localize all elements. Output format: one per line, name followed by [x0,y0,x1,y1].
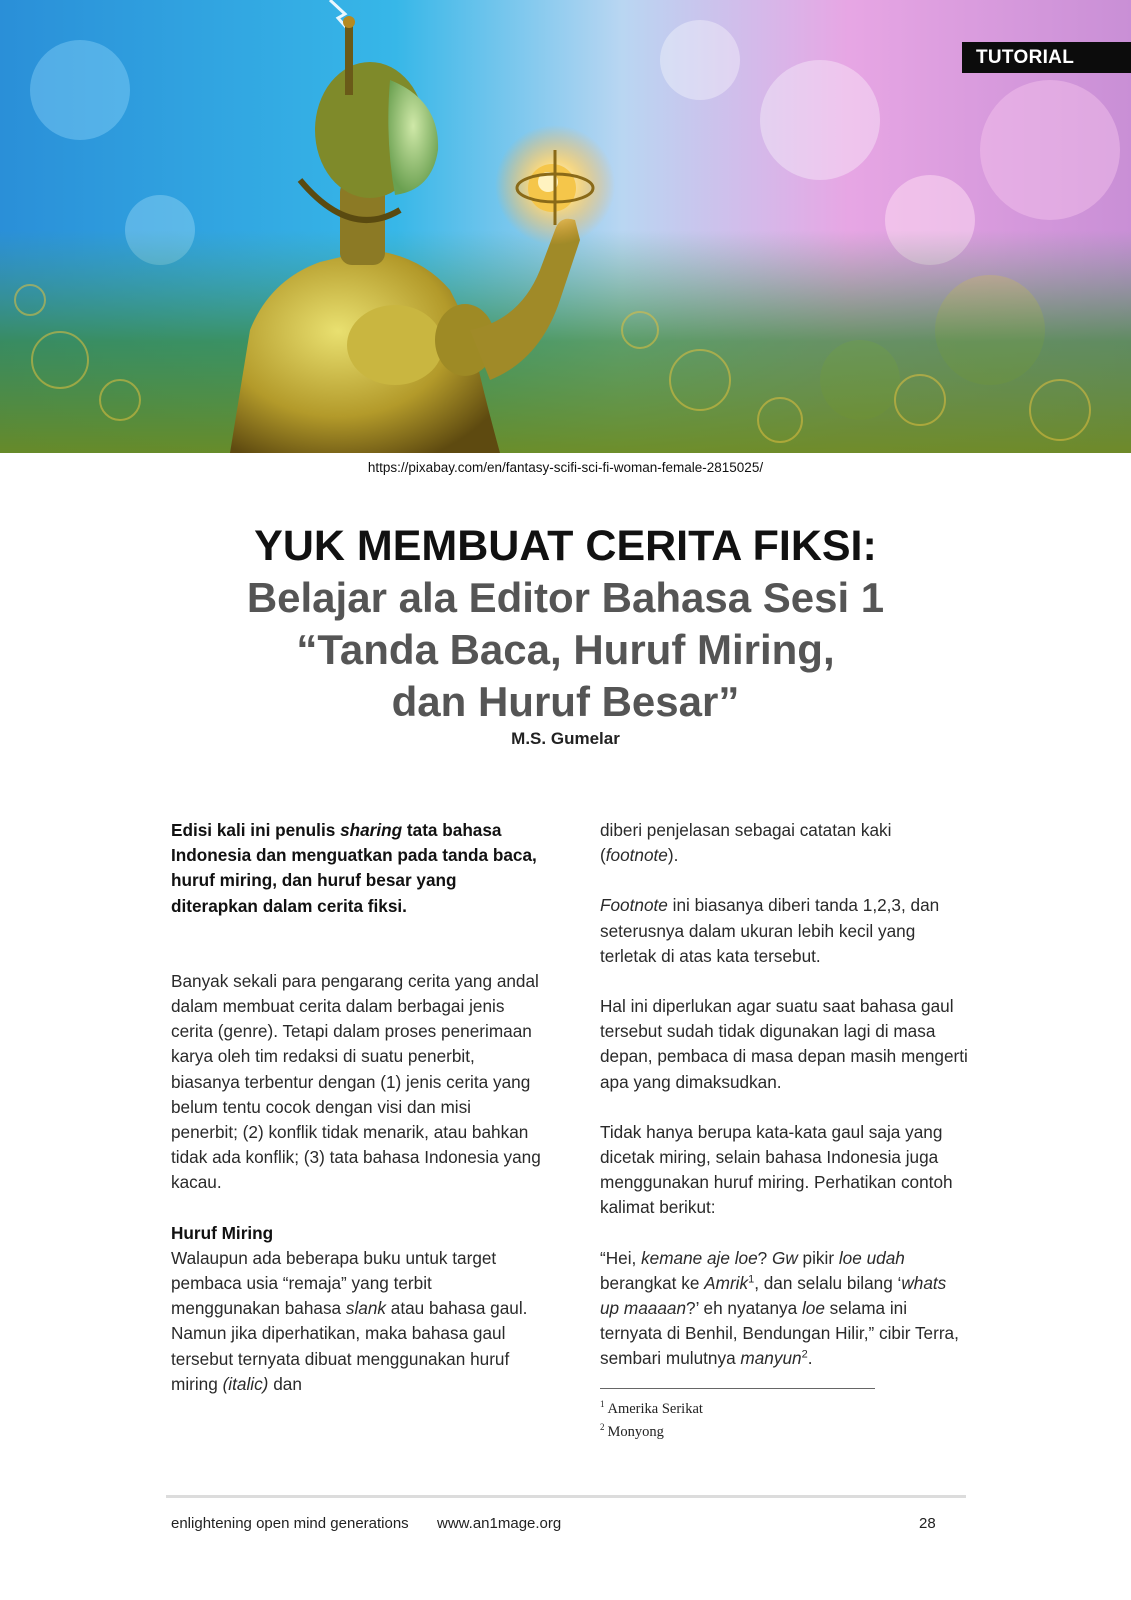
quote-text: . [807,1348,813,1369]
footnote-text: Amerika Serikat [607,1400,703,1417]
para-text: Walaupun ada beberapa buku untuk target pembaca usia “remaja” yang terbit menggunakan bahasa [171,1247,497,1319]
left-column [171,818,541,1397]
footnote-ref-1[interactable]: 1 [748,1273,755,1286]
body-paragraph-1: Banyak sekali para pengarang cerita yang andal dalam membuat cerita dalam berbagai jenis cerita (genre). Tetapi dalam proses penerimaan karya oleh tim redaksi di suatu penerbit, biasanya terbentur dengan (1) jenis cerita yang belum tentu cocok dengan visi dan misi penerbit; (2) konflik tidak menarik, atau bahkan tidak ada konflik; (3) tata bahasa Indonesia yang kacau. [171,970,541,1193]
lead-text: Edisi kali ini penulis [171,820,341,840]
quote-italic: whats up maaaan [600,1272,947,1319]
body-paragraph-5: Hal ini diperlukan agar suatu saat bahasa gaul tersebut sudah tidak digunakan lagi di masa depan, pembaca di masa depan masih mengerti apa yang dimaksudkan. [600,996,968,1092]
para-text: atau bahasa gaul. Namun jika diperhatikan, maka bahasa gaul tersebut ternyata dibuat menggunakan huruf miring [171,1298,528,1394]
article-title-block [0,520,1131,750]
image-credit[interactable]: https://pixabay.com/en/fantasy-scifi-sci-fi-woman-female-2815025/ [367,460,764,475]
italic-word: slank [345,1298,387,1319]
footnote-mark: 1 [600,1398,605,1409]
quote-italic: kemane aje loe [641,1247,758,1268]
footer-tagline: enlightening open mind generations [171,1515,409,1532]
footnote-divider [600,1388,875,1389]
footer-divider [166,1495,966,1498]
lead-italic-word: sharing [340,820,403,840]
body-paragraph-4 [600,893,970,969]
quote-text: , dan selalu bilang ‘ [754,1272,902,1293]
footnote-2 [600,1418,970,1442]
body-paragraph-3 [600,818,970,868]
para-text: ini biasanya diberi tanda 1,2,3, dan seterusnya dalam ukuran lebih kecil yang terletak di atas kata tersebut. [600,895,940,966]
body-paragraph-6: Tidak hanya berupa kata-kata gaul saja yang dicetak miring, selain bahasa Indonesia juga menggunakan huruf miring. Perhatikan contoh kalimat berikut: [600,1121,953,1218]
article-subtitle-line-1: Belajar ala Editor Bahasa Sesi 1 [246,574,885,621]
example-quote [600,1246,970,1372]
italic-word: (italic) [222,1373,269,1394]
quote-italic: loe udah [838,1247,905,1268]
lead-text-rest: tata bahasa Indonesia dan menguatkan pada tanda baca, huruf miring, dan huruf besar yang diterapkan dalam cerita fiksi. [171,820,537,916]
footnote-text: Monyong [607,1424,664,1441]
article-subtitle-line-3: dan Huruf Besar” [391,678,740,725]
para-text: dan [268,1373,302,1394]
section-tag: TUTORIAL [962,42,1131,73]
quote-italic: Gw [772,1247,798,1268]
page-number: 28 [919,1515,936,1532]
footnote-ref-2[interactable]: 2 [801,1348,808,1361]
footnote-mark: 2 [600,1422,605,1433]
quote-text: selama ini ternyata di Benhil, Bendungan Hilir,” cibir Terra, sembari mulutnya [600,1298,959,1369]
quote-text: ?’ eh nyatanya [686,1298,802,1319]
quote-italic: Amrik [704,1272,749,1293]
quote-text: pikir [797,1247,839,1268]
footer-website-link[interactable]: www.an1mage.org [437,1515,562,1532]
lead-paragraph [171,818,541,919]
quote-text: ? [757,1247,772,1268]
subheading-huruf-miring: Huruf Miring [171,1222,274,1243]
right-column [600,818,970,1442]
italic-word: Footnote [600,895,668,916]
footnote-1 [600,1395,970,1419]
article-subtitle-line-2: “Tanda Baca, Huruf Miring, [296,626,835,673]
para-text: diberi penjelasan sebagai catatan kaki ( [600,820,892,866]
italic-word: footnote [605,845,668,866]
body-paragraph-2 [171,1246,541,1397]
quote-italic: manyun [740,1348,802,1369]
author-name: M.S. Gumelar [511,729,620,748]
quote-text: “Hei, [600,1247,642,1268]
quote-italic: loe [801,1298,825,1319]
para-text: ). [667,845,679,866]
quote-text: berangkat ke [600,1272,705,1293]
article-title: YUK MEMBUAT CERITA FIKSI: [254,522,877,570]
